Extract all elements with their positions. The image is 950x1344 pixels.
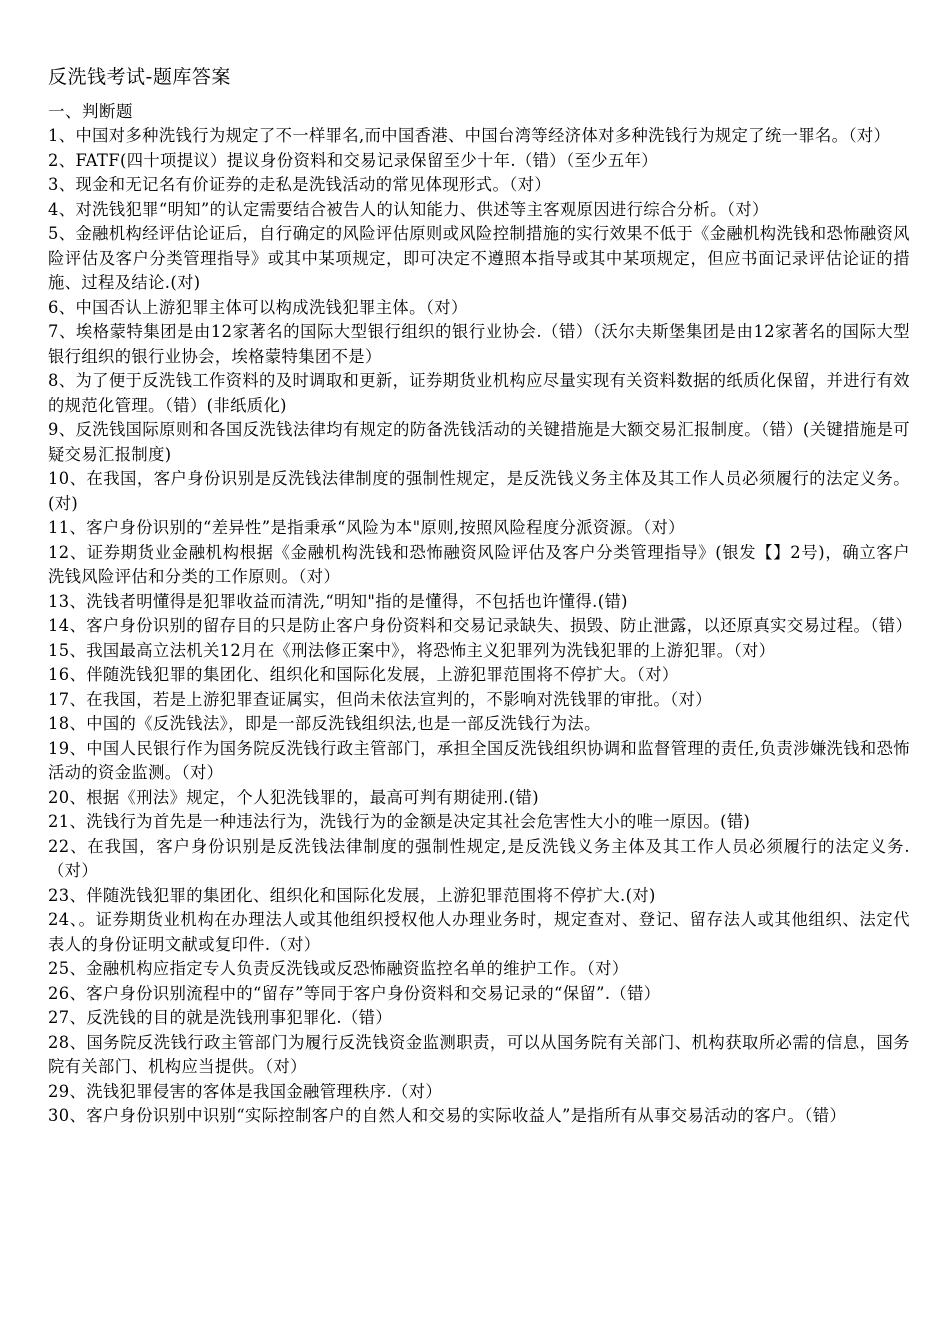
question-item-4: 4、对洗钱犯罪“明知”的认定需要结合被告人的认知能力、供述等主客观原因进行综合分析。（对）	[48, 199, 769, 219]
question-item-26: 26、客户身份识别流程中的“留存”等同于客户身份资料和交易记录的“保留”.（错）	[48, 983, 661, 1003]
question-item-17: 17、在我国，若是上游犯罪查证属实，但尚未依法宣判的，不影响对洗钱罪的审批。（对）	[48, 689, 712, 709]
question-item-24: 24、。证券期货业机构在办理法人或其他组织授权他人办理业务时，规定查对、登记、留存法人或其他组织、法定代表人的身份证明文献或复印件.（对）	[48, 910, 910, 954]
section-heading: 一、判断题	[48, 102, 133, 121]
question-item-2: 2、FATF(四十项提议）提议身份资料和交易记录保留至少十年.（错）（至少五年）	[48, 150, 658, 170]
question-item-18: 18、中国的《反洗钱法》，即是一部反洗钱组织法,也是一部反洗钱行为法。	[48, 714, 601, 733]
question-item-1: 1、中国对多种洗钱行为规定了不一样罪名,而中国香港、中国台湾等经济体对多种洗钱行为规定了统一罪名。（对）	[48, 126, 891, 145]
question-item-19: 19、中国人民银行作为国务院反洗钱行政主管部门，承担全国反洗钱组织协调和监督管理的责任,负责涉嫌洗钱和恐怖活动的资金监测。（对）	[48, 738, 910, 782]
question-item-5: 5、金融机构经评估论证后，自行确定的风险评估原则或风险控制措施的实行效果不低于《金融机构洗钱和恐怖融资风险评估及客户分类管理指导》或其中某项规定，即可决定不遵照本指导或其中某项规定，但应书面记录评估论证的措施、过程及结论.(对)	[48, 224, 910, 292]
question-item-8: 8、为了便于反洗钱工作资料的及时调取和更新，证券期货业机构应尽量实现有关资料数据的纸质化保留，并进行有效的规范化管理。（错）(非纸质化)	[48, 371, 910, 415]
question-item-7: 7、埃格蒙特集团是由12家著名的国际大型银行组织的银行业协会.（错）（沃尔夫斯堡集团是由12家著名的国际大型银行组织的银行业协会，埃格蒙特集团不是）	[48, 322, 910, 366]
question-item-20: 20、根据《刑法》规定，个人犯洗钱罪的，最高可判有期徒刑.(错)	[48, 787, 539, 807]
question-item-13: 13、洗钱者明懂得是犯罪收益而清洗,“明知"指的是懂得，不包括也许懂得.(错)	[48, 591, 628, 611]
document-page	[48, 64, 913, 1129]
question-item-11: 11、客户身份识别的“差异性”是指秉承“风险为本"原则,按照风险程度分派资源。（对）	[48, 518, 685, 537]
question-item-21: 21、洗钱行为首先是一种违法行为，洗钱行为的金额是决定其社会危害性大小的唯一原因。(错)	[48, 812, 751, 831]
question-item-14: 14、客户身份识别的留存目的只是防止客户身份资料和交易记录缺失、损毁、防止泄露，以还原真实交易过程。（错）	[48, 616, 913, 635]
question-item-12: 12、证券期货业金融机构根据《金融机构洗钱和恐怖融资风险评估及客户分类管理指导》(银发【】2号)，确立客户洗钱风险评估和分类的工作原则。（对）	[48, 542, 910, 586]
question-item-28: 28、国务院反洗钱行政主管部门为履行反洗钱资金监测职责，可以从国务院有关部门、机构获取所必需的信息，国务院有关部门、机构应当提供。（对）	[48, 1032, 910, 1076]
question-item-3: 3、现金和无记名有价证券的走私是洗钱活动的常见体现形式。（对）	[48, 175, 552, 194]
question-item-25: 25、金融机构应指定专人负责反洗钱或反恐怖融资监控名单的维护工作。（对）	[48, 959, 629, 978]
question-item-22: 22、在我国，客户身份识别是反洗钱法律制度的强制性规定,是反洗钱义务主体及其工作人员必须履行的法定义务.（对）	[48, 836, 910, 880]
question-item-23: 23、伴随洗钱犯罪的集团化、组织化和国际化发展，上游犯罪范围将不停扩大.(对)	[48, 885, 656, 905]
question-item-15: 15、我国最高立法机关12月在《刑法修正案中》，将恐怖主义犯罪列为洗钱犯罪的上游犯罪。（对）	[48, 640, 776, 660]
question-item-16: 16、伴随洗钱犯罪的集团化、组织化和国际化发展，上游犯罪范围将不停扩大。（对）	[48, 665, 679, 684]
question-item-29: 29、洗钱犯罪侵害的客体是我国金融管理秩序.（对）	[48, 1081, 443, 1101]
question-list	[48, 124, 913, 1129]
question-item-27: 27、反洗钱的目的就是洗钱刑事犯罪化.（错）	[48, 1008, 393, 1027]
question-item-6: 6、中国否认上游犯罪主体可以构成洗钱犯罪主体。（对）	[48, 297, 468, 317]
question-item-30: 30、客户身份识别中识别“实际控制客户的自然人和交易的实际收益人”是指所有从事交易活动的客户。（错）	[48, 1106, 847, 1125]
question-item-10: 10、在我国，客户身份识别是反洗钱法律制度的强制性规定，是反洗钱义务主体及其工作人员必须履行的法定义务。(对)	[48, 469, 910, 513]
question-item-9: 9、反洗钱国际原则和各国反洗钱法律均有规定的防备洗钱活动的关键措施是大额交易汇报制度。（错）(关键措施是可疑交易汇报制度)	[48, 420, 910, 464]
document-title: 反洗钱考试-题库答案	[48, 66, 231, 88]
